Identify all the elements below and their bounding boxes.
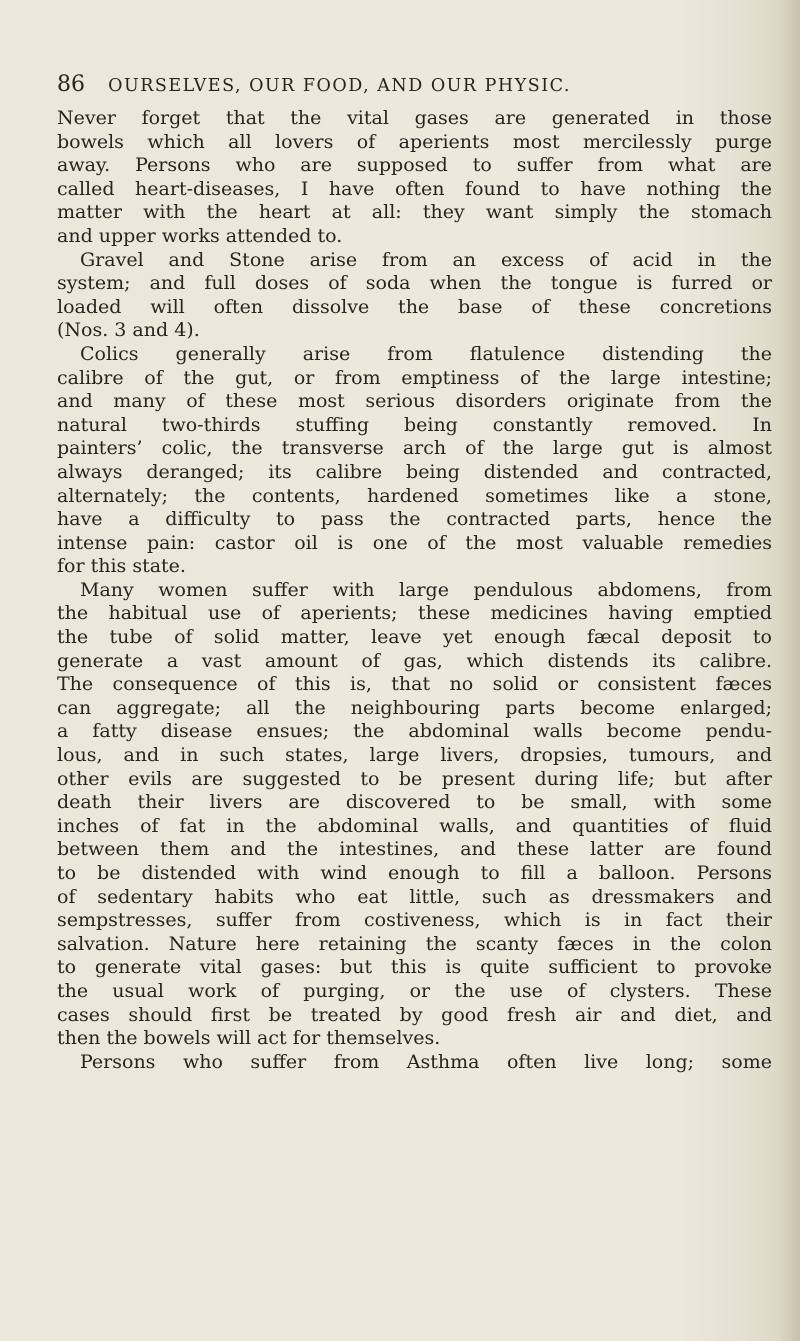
page-body-text	[57, 107, 772, 1074]
text-line: matter with the heart at all: they want simply the stomach	[57, 201, 772, 224]
text-line: (Nos. 3 and 4).	[57, 319, 200, 342]
text-line: calibre of the gut, or from emptiness of the large intestine;	[57, 366, 772, 389]
text-line: for this state.	[57, 555, 186, 578]
text-line: salvation. Nature here retaining the scanty fæces in the colon	[57, 932, 772, 955]
running-title: OURSELVES, OUR FOOD, AND OUR PHYSIC.	[108, 76, 571, 96]
text-line: then the bowels will act for themselves.	[57, 1027, 441, 1050]
text-line: lous, and in such states, large livers, dropsies, tumours, and	[57, 744, 772, 767]
text-line: a fatty disease ensues; the abdominal walls become pendu-	[57, 720, 772, 743]
text-line: to be distended with wind enough to fill a balloon. Persons	[57, 862, 772, 884]
text-line: death their livers are discovered to be small, with some	[57, 791, 772, 814]
text-line: alternately; the contents, hardened sometimes like a stone,	[57, 484, 772, 507]
text-line: intense pain: castor oil is one of the most valuable remedies	[57, 531, 772, 554]
text-line: Colics generally arise from flatulence distending the	[80, 342, 772, 365]
text-line: have a difficulty to pass the contracted parts, hence the	[57, 508, 772, 531]
text-line: between them and the intestines, and these latter are found	[57, 838, 772, 861]
text-line: Many women suffer with large pendulous abdomens, from	[80, 578, 772, 601]
text-line: generate a vast amount of gas, which distends its calibre.	[57, 649, 772, 672]
text-line: away. Persons who are supposed to suffer from what are	[57, 154, 772, 177]
text-line: and upper works attended to.	[57, 224, 343, 247]
text-line: painters’ colic, the transverse arch of the large gut is almost	[57, 437, 772, 460]
text-line: cases should first be treated by good fresh air and diet, and	[57, 1003, 772, 1026]
page-number: 86	[57, 72, 85, 97]
text-line: the usual work of purging, or the use of clysters. These	[57, 979, 772, 1002]
text-line: bowels which all lovers of aperients most mercilessly purge	[57, 130, 772, 153]
text-line: loaded will often dissolve the base of these concretions	[57, 295, 772, 318]
text-line: to generate vital gases: but this is quite sufficient to provoke	[57, 956, 772, 979]
text-line: the habitual use of aperients; these medicines having emptied	[57, 602, 772, 625]
text-line: always deranged; its calibre being distended and contracted,	[57, 460, 772, 483]
text-line: Persons who suffer from Asthma often live long; some	[80, 1050, 772, 1073]
text-line: Never forget that the vital gases are generated in those	[57, 107, 772, 129]
text-line: and many of these most serious disorders originate from the	[57, 390, 772, 413]
text-line: natural two-thirds stuffing being constantly removed. In	[57, 413, 772, 436]
text-line: of sedentary habits who eat little, such as dressmakers and	[57, 885, 772, 908]
text-line: system; and full doses of soda when the tongue is furred or	[57, 272, 772, 295]
text-line: Gravel and Stone arise from an excess of acid in the	[80, 248, 772, 271]
text-line: can aggregate; all the neighbouring parts become enlarged;	[57, 696, 772, 719]
text-line: inches of fat in the abdominal walls, and quantities of fluid	[57, 814, 772, 837]
text-line: other evils are suggested to be present during life; but after	[57, 767, 772, 790]
page-edge-shadow	[778, 0, 800, 1341]
page-header	[57, 72, 757, 102]
text-line: the tube of solid matter, leave yet enough fæcal deposit to	[57, 626, 772, 649]
text-line: called heart-diseases, I have often found to have nothing the	[57, 177, 772, 200]
text-line: The consequence of this is, that no solid or consistent fæces	[57, 673, 772, 696]
text-line: sempstresses, suffer from costiveness, which is in fact their	[57, 909, 772, 932]
